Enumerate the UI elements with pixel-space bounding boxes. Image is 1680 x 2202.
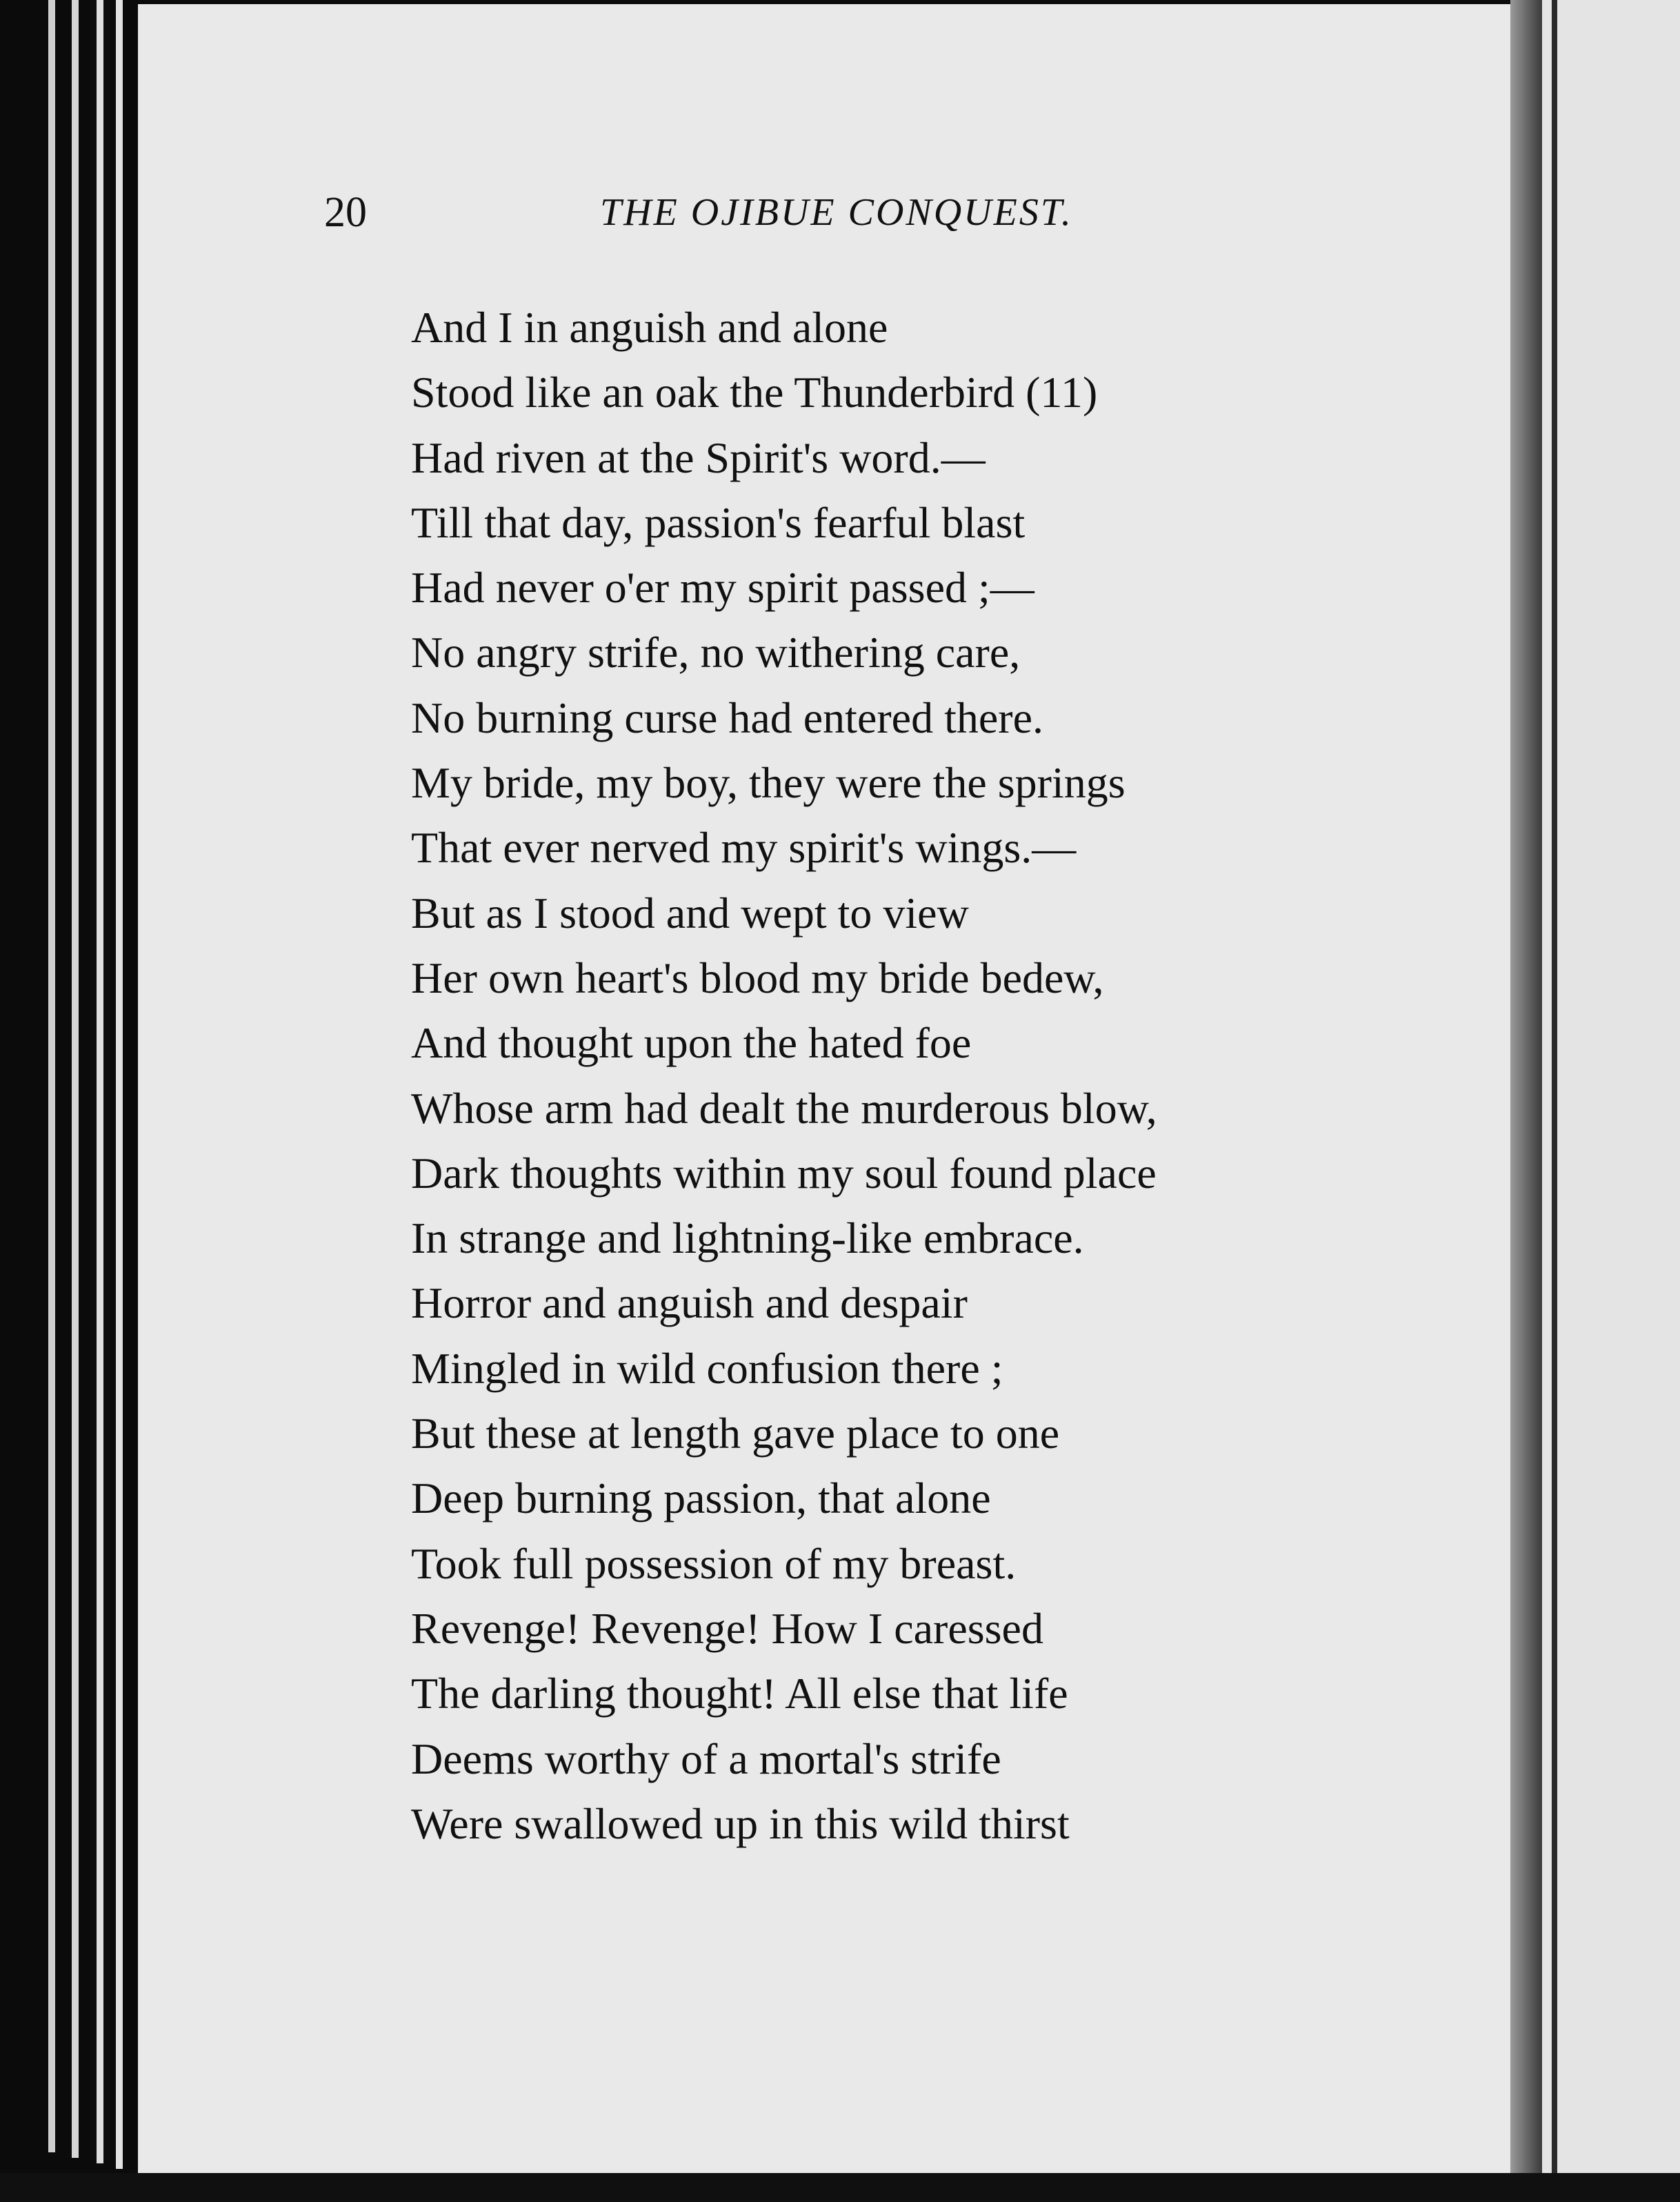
poem-line: Had riven at the Spirit's word.— [411, 433, 986, 482]
poem-line: Horror and anguish and despair [411, 1278, 968, 1328]
poem-line: The darling thought! All else that life [411, 1669, 1068, 1718]
poem-line: Took full possession of my breast. [411, 1538, 1017, 1588]
scan-bottom-border [0, 2173, 1680, 2202]
page-header [324, 185, 1152, 240]
poem-line: Her own heart's blood my bride bedew, [411, 953, 1104, 1002]
running-title: THE OJIBUE CONQUEST. [600, 191, 1073, 234]
poem-line: Dark thoughts within my soul found place [411, 1148, 1157, 1198]
poem-line: Had never o'er my spirit passed ;— [411, 563, 1034, 613]
poem-line: Revenge! Revenge! How I caressed [411, 1603, 1043, 1653]
page-number: 20 [324, 189, 367, 236]
poem-line: That ever nerved my spirit's wings.— [411, 823, 1077, 873]
facing-page-edge [1542, 0, 1680, 2202]
poem-line: Mingled in wild confusion there ; [411, 1343, 1003, 1393]
poem-line: Deems worthy of a mortal's strife [411, 1734, 1001, 1783]
page-edge [48, 0, 55, 2152]
poem-line: Whose arm had dealt the murderous blow, [411, 1083, 1157, 1133]
poem-line: My bride, my boy, they were the springs [411, 758, 1126, 808]
poem-line: But these at length gave place to one [411, 1409, 1060, 1458]
poem-line: Till that day, passion's fearful blast [411, 497, 1026, 547]
poem-line: Deep burning passion, that alone [411, 1474, 991, 1523]
poem-line: In strange and lightning-like embrace. [411, 1213, 1084, 1263]
gutter-shadow [1510, 0, 1542, 2202]
page-edge [72, 0, 79, 2158]
poem-line: No angry strife, no withering care, [411, 628, 1021, 677]
poem-line: But as I stood and wept to view [411, 888, 969, 938]
poem-text [411, 295, 1377, 1856]
poem-line: Were swallowed up in this wild thirst [411, 1798, 1070, 1848]
poem-line: And I in anguish and alone [411, 303, 888, 352]
poem-line: And thought upon the hated foe [411, 1018, 972, 1068]
page-edge [116, 0, 123, 2169]
poem-line: Stood like an oak the Thunderbird (11) [411, 368, 1098, 417]
page-edge [97, 0, 103, 2163]
poem-line: No burning curse had entered there. [411, 693, 1043, 742]
binding-line [1552, 0, 1557, 2202]
